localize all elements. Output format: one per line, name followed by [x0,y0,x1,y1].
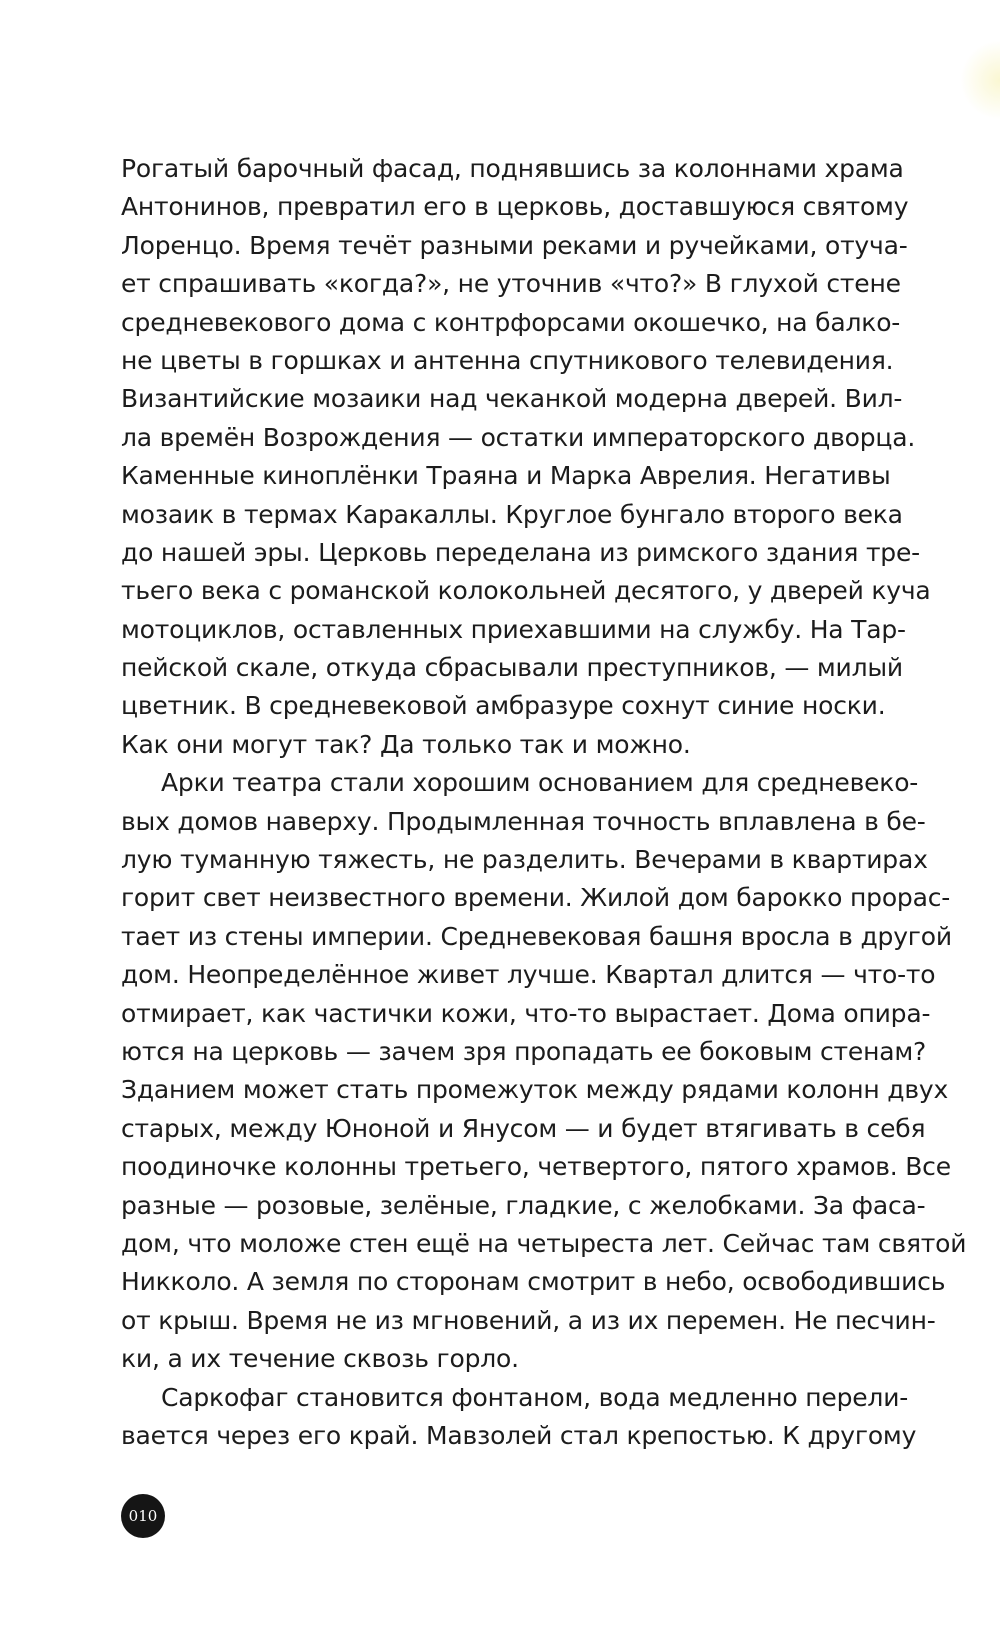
text-line: дом, что моложе стен ещё на четыреста лет. Сейчас там святой [121,1228,967,1258]
text-line: старых, между Юноной и Янусом — и будет втягивать в себя [121,1113,926,1143]
text-line: Рогатый барочный фасад, поднявшись за колоннами храма [121,154,904,183]
text-line: лую туманную тяжесть, не разделить. Вечерами в квартирах [121,845,928,875]
page-number-badge: 010 [121,1494,165,1538]
text-line: поодиночке колонны третьего, четвертого, пятого храмов. Все [121,1152,951,1182]
text-line: не цветы в горшках и антенна спутникового телевидения. [121,345,894,375]
text-line: Антонинов, превратил его в церковь, доставшуюся святому [121,192,909,222]
text-line: ла времён Возрождения — остатки императорского дворца. [121,422,916,452]
paragraph-2 [121,764,967,1378]
text-line: ки, а их течение сквозь горло. [121,1344,519,1374]
text-line: Как они могут так? Да только так и можно. [121,729,691,759]
paragraph-3 [121,1379,917,1456]
text-line: тьего века с романской колокольней десятого, у дверей куча [121,576,931,606]
text-line: тает из стены империи. Средневековая башня вросла в другой [121,921,952,951]
text-line: мозаик в термах Каракаллы. Круглое бунгало второго века [121,499,903,529]
text-line: Никколо. А земля по сторонам смотрит в небо, освободившись [121,1267,946,1297]
page-corner-tint [960,40,1000,120]
text-line: вается через его край. Мавзолей стал крепостью. К другому [121,1420,917,1450]
body-text [121,150,967,1455]
text-line: Лоренцо. Время течёт разными реками и ручейками, отуча- [121,230,908,260]
text-line: Саркофаг становится фонтаном, вода медленно перели- [161,1382,909,1412]
text-line: горит свет неизвестного времени. Жилой дом барокко прорас- [121,883,951,913]
text-line: средневекового дома с контрфорсами окошечко, на балко- [121,307,901,337]
text-line: пейской скале, откуда сбрасывали преступников, — милый [121,653,903,683]
text-line: ет спрашивать «когда?», не уточнив «что?» В глухой стене [121,269,901,299]
text-line: разные — розовые, зелёные, гладкие, с желобками. За фаса- [121,1190,926,1220]
text-line: от крыш. Время не из мгновений, а из их перемен. Не песчин- [121,1305,936,1335]
text-line: Зданием может стать промежуток между рядами колонн двух [121,1075,949,1105]
text-line: до нашей эры. Церковь переделана из римского здания тре- [121,537,920,567]
paragraph-1 [121,150,931,764]
text-line: Арки театра стали хорошим основанием для средневеко- [161,768,919,798]
text-line: Византийские мозаики над чеканкой модерна дверей. Вил- [121,384,903,414]
text-line: вых домов наверху. Продымленная точность вплавлена в бе- [121,806,926,836]
text-line: Каменные киноплёнки Траяна и Марка Аврелия. Негативы [121,461,891,491]
text-line: отмирает, как частички кожи, что-то вырастает. Дома опира- [121,998,931,1028]
text-line: цветник. В средневековой амбразуре сохнут синие носки. [121,691,886,721]
text-line: ются на церковь — зачем зря пропадать ее боковым стенам? [121,1036,927,1066]
text-line: мотоциклов, оставленных приехавшими на службу. На Тар- [121,614,906,644]
text-line: дом. Неопределённое живет лучше. Квартал длится — что-то [121,960,936,990]
